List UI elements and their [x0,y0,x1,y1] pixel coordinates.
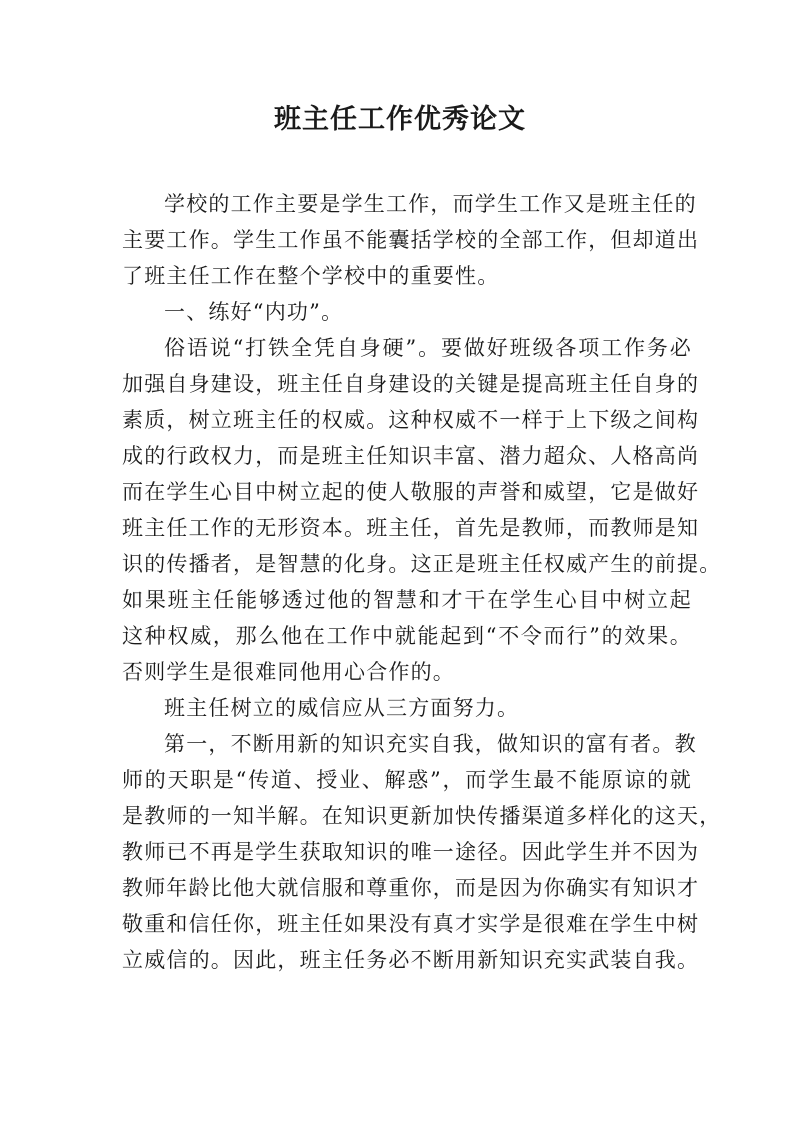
paragraph-line: 教师已不再是学生获取知识的唯一途径。因此学生并不因为 [122,840,700,864]
paragraph-line: 教师年龄比他大就信服和尊重你，而是因为你确实有知识才 [122,876,700,900]
paragraph-line: 识的传播者，是智慧的化身。这正是班主任权威产生的前提。 [122,552,722,576]
document-body [122,186,722,978]
paragraph-line: 素质，树立班主任的权威。这种权威不一样于上下级之间构 [122,408,700,432]
paragraph-line: 立威信的。因此，班主任务必不断用新知识充实武装自我。 [122,948,700,972]
paragraph-line: 俗语说“打铁全凭自身硬”。要做好班级各项工作务必 [164,336,692,360]
paragraph-line: 第一，不断用新的知识充实自我，做知识的富有者。教 [164,732,697,756]
paragraph-line: 加强自身建设，班主任自身建设的关键是提高班主任自身的 [122,372,700,396]
paragraph-line: 敬重和信任你，班主任如果没有真才实学是很难在学生中树 [122,912,700,936]
paragraph-line: 主要工作。学生工作虽不能囊括学校的全部工作，但却道出 [122,228,700,252]
paragraph-line: 否则学生是很难同他用心合作的。 [122,660,455,684]
paragraph-line: 如果班主任能够透过他的智慧和才干在学生心目中树立起 [122,588,692,612]
paragraph-line: 成的行政权力，而是班主任知识丰富、潜力超众、人格高尚 [122,444,700,468]
paragraph-line: 是教师的一知半解。在知识更新加快传播渠道多样化的这天， [122,804,722,828]
paragraph-line: 了班主任工作在整个学校中的重要性。 [122,264,500,288]
paragraph-line: 师的天职是“传道、授业、解惑”，而学生最不能原谅的就 [122,768,692,792]
paragraph-line: 班主任树立的威信应从三方面努力。 [164,696,520,720]
paragraph-line: 这种权威，那么他在工作中就能起到“不令而行”的效果。 [122,624,692,648]
section-heading: 一、练好“内功”。 [164,300,344,324]
document-title: 班主任工作优秀论文 [274,104,526,135]
paragraph-line: 班主任工作的无形资本。班主任，首先是教师，而教师是知 [122,516,700,540]
paragraph-line: 学校的工作主要是学生工作，而学生工作又是班主任的 [164,192,697,216]
paragraph-line: 而在学生心目中树立起的使人敬服的声誉和威望，它是做好 [122,480,700,504]
